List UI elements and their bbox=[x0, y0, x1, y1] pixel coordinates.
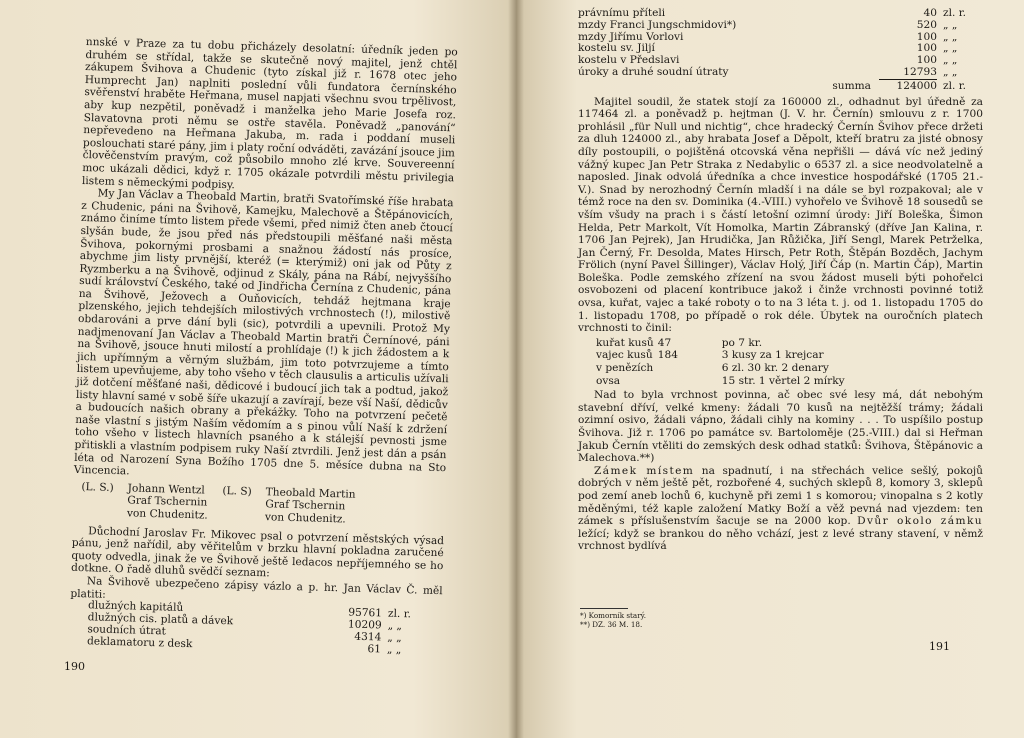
paragraph bbox=[578, 465, 983, 553]
page-number: 190 bbox=[64, 660, 85, 673]
income-item: v penězích bbox=[596, 362, 654, 375]
ledger-amount: 100 bbox=[916, 42, 937, 55]
income-row bbox=[596, 375, 849, 388]
income-row bbox=[596, 337, 849, 350]
income-value: po 7 kr. bbox=[721, 336, 763, 349]
paragraph: Majitel soudil, že statek stojí za 160000 zl., odhadnut byl úředně za 117464 zl. a poněvadž p. hejtman (J. V. hr. Černín) smlouvu z r. 1700 prohlásil „für Null und nichtig“, chce hradecký Černín Švihov přece držeti za dluh 124000 zl., aby hrabata Josef a Děpolt, kteří bratru za jisté obnosy díly postoupili, o pojištěná otcovská věna nepřišli — dává víc než jediný vážný kupec Jan Petr Straka z Nedabylic o 6537 zl. a sice neodvolatelně a naposled. Jinak odvolá úředníka a chce investice hospodářské (1705 21.-V.). Snad by nerozhodný Černín mladší i na dále se byl rozpakoval; ale v témž roce na den sv. Dominika (4.-VIII.) vyhořelo ve Švihově 18 sousedů se vším všudy na prach i s částí letošní ozimní úrody: Jiří Boleška, Šimon Helda, Petr Markolt, Vít Homolka, Martin Zábranský (dříve Jan Kalina, r. 1706 Jan Pejrek), Jan Hrudička, Jan Růžička, Jiří Sengl, Marek Petrželka, Jan Černý, Fr. Desolda, Mates Hirsch, Petr Roth, Štěpán Bozděch, Jachym Frölich (nyní Pavel Šillinger), Václav Holý, Jiří Čáp (n. Martin Čáp), Martin Boleška. Podle zemského zřízení na svou žádost museli býti pohořelci osvobozeni od placení kontribuce jakož i činže vrchnosti povinné totiž ovsa, kuřat, vajec a také roboty o to na 3 léta t. j. od 1. listopadu 1705 do 1. listopadu 1708, po případě o rok déle. Úbytek na ouročních platech vrchnosti to činil: bbox=[578, 95, 983, 335]
sum-amount: 124000 bbox=[896, 79, 937, 92]
ledger-unit: „ „ bbox=[943, 18, 958, 31]
income-qty bbox=[658, 375, 722, 388]
signature-name bbox=[127, 482, 223, 522]
footnotes bbox=[580, 612, 646, 629]
ledger-unit: „ „ bbox=[943, 42, 958, 55]
income-value: 15 str. 1 věrtel 2 mírky bbox=[721, 374, 845, 387]
paragraph-text: na spadnutí, i na střechách velice sešlý, pokojů dobrých v něm ještě pět, rozbořené 4, suchých sklepů 8, komory 3, sklepů pod zemí aneb lochů 6, kuchyně při zemi 1 s komorou; vinopalna s 2 kotly měděnými, též kaple založení Matky Boží a věž pevná nad vjezdem: ten zámek s příslušenstvím šacuje se na 2000 kop. bbox=[578, 464, 983, 528]
ledger-unit: „ „ bbox=[943, 66, 958, 79]
book-gutter bbox=[508, 0, 524, 738]
ledger-amount: 100 bbox=[916, 30, 937, 43]
ledger-label: deklamatoru z desk bbox=[86, 634, 193, 650]
ledger-label: kostelu sv. Jiljí bbox=[578, 42, 655, 55]
ledger-label: dlužných kapitálů bbox=[87, 599, 184, 615]
debt-ledger bbox=[87, 600, 428, 657]
signature-line: Johann Wentzl bbox=[127, 482, 205, 497]
income-row bbox=[596, 349, 849, 362]
ledger-label: kostelu v Předslavi bbox=[578, 54, 680, 67]
page-number: 191 bbox=[929, 640, 950, 653]
sum-label: summa bbox=[832, 79, 871, 92]
ledger-amount: 520 bbox=[916, 18, 937, 31]
ledger-unit: „ „ bbox=[387, 631, 402, 644]
ledger-unit: „ „ bbox=[386, 643, 402, 656]
footnote-rule bbox=[580, 608, 628, 609]
income-value: 3 kusy za 1 krejcar bbox=[721, 349, 824, 362]
ledger-row bbox=[578, 67, 983, 79]
paragraph: nnské v Praze za tu dobu přicházely desolatní: úředník jeden po druhém se střídal, takže se skutečně nový majitel, jenž chtěl zákupem Švihova a Chudenic (tyto získal již r. 1678 otec jeho Humprecht Jan) naplniti poslední vůli fundatora černínského svěřenství hraběte Heřmana, musel napjati všechnu svou trpělivost, aby kup nezpětil, poněvadž i manželka jeho Marie Josefa roz. Slavatovna proti němu se ostře stavěla. Poněvadž „panování“ nepřevedeno na Heřmana Jakuba, m. rada i poddaní museli poslouchati staré pány, jim i platy roční odváděti, zavázání jsouce jim člověčenstvím pravým, což působilo mnoho zlé krve. Souvereenní moc ukázali dědici, když r. 1705 okázale potvrdili městu privilegia listem s německými podpisy. bbox=[81, 36, 458, 191]
footnote: **) DZ. 36 M. 18. bbox=[580, 619, 643, 629]
income-item: kuřat kusů bbox=[596, 336, 654, 349]
ledger-unit: zl. r. bbox=[387, 607, 412, 621]
income-qty: 184 bbox=[657, 349, 678, 362]
ledger-amount: 95761 bbox=[348, 606, 383, 620]
signature-name bbox=[265, 486, 370, 527]
ledger-label: mzdy Franci Jungschmidovi*) bbox=[578, 18, 737, 31]
ledger-row bbox=[578, 20, 983, 32]
ledger-amount: 12793 bbox=[879, 67, 937, 79]
ledger-amount: 100 bbox=[916, 54, 937, 67]
ledger-unit: zl. r. bbox=[943, 7, 966, 19]
income-item: ovsa bbox=[596, 374, 621, 387]
paragraph: Nad to byla vrchnost povinna, ač obec své lesy má, dát nebohým stavební dříví, velké kmeny: žádali 70 kusů na nejtěžší trámy; žádali ozimní osivo, žádali vápno, žádali cihly na kominy . . . To uspíšilo postup Švihova. Již r. 1706 po památce sv. Bartoloměje (25.-VIII.) dal si Heřman Jakub Černín vtěliti do zemských desk odhad statků: Švihova, Štěpánovic a Malechova.**) bbox=[578, 389, 983, 465]
signature-line: Theobald Martin bbox=[265, 485, 356, 501]
income-item: vajec kusů bbox=[596, 349, 653, 362]
income-row bbox=[596, 362, 849, 375]
ledger-label: právnímu příteli bbox=[578, 7, 666, 19]
signature-line: Graf Tschernin bbox=[265, 498, 346, 513]
signature-block bbox=[81, 481, 370, 527]
spaced-heading: Zámek místem bbox=[594, 464, 695, 477]
footnote: *) Komorník starý. bbox=[580, 611, 647, 620]
ledger-label: dlužných cis. platů a dávek bbox=[87, 611, 234, 628]
seal-mark: (L. S) bbox=[222, 484, 252, 498]
signature-line: von Chudenitz. bbox=[126, 507, 208, 522]
income-qty: 47 bbox=[657, 336, 672, 349]
ledger-label: soudních útrat bbox=[87, 622, 167, 638]
paragraph: My Jan Václav a Theobald Martin, bratři Svatořímské říše hrabata z Chudenic, páni na Švihově, Kamejku, Malechově a Štěpánovicích, známo činíme tímto listem přede všemi, před nimiž čten aneb čtoucí slyšán bude, že jsou před nás předstoupili měšťané naši města Švihova, pokornými prosbami a snažnou žádostí nás prosíce, abychme jim listy prvnější, kteréž (= kterýmiž) oni jak od Půty z Ryzmberku a na Švihově, odjinud z Skály, pána na Rábí, nejvyššího sudí království Českého, také od Jindřicha Černína z Chudenic, pána na Švihově, Ježovech a Ouňovicích, tehdáž hejtmana kraje plzenského, jejich tehdejších milostivých vrchnostech (!), milostivě obdarováni a prve dání byli (sic), potvrdili a upevnili. Protož My nadjmenovaní Jan Václav a Theobald Martin bratři Černínové, páni na Švihově, jsouce hnuti milostí a prohlídaje (!) k jich žádostem a k jich upřímným a věrným službám, jim toto potvrzujeme a tímto listem upevňujeme, aby toho všeho v těch clausulis a articulis užívali již dotčení měšťané naši, dědicové i budoucí jich tak a podtud, jakož listy hlavní samé v sobě šíře ukazují a zavírají, beze vší Naší, dědicův a budoucích našich obrany a překážky. Toho na potvrzení pečetě naše vlastní s jistým Naším vědomím a s pinou vůlí Naší k zdržení toho všeho v listech hlavních psaného a k stálejší pevnosti jsme přitiskli a vlastním podpisem ruky Naší ztvrdili. Jenž jest dán a psán léta od Narození Syna Božího 1705 dne 5. měsíce dubna na Sto Vincencia. bbox=[73, 187, 454, 478]
ledger-label: úroky a druhé soudní útraty bbox=[578, 66, 729, 79]
paragraph: Důchodní Jaroslav Fr. Mikovec psal o potvrzení městských výsad pánu, jenž nařídil, aby věřitelům v brzku hlavní pokladna zaručené quoty odvedla, jinak že ve Švihově ještě ledacos nepříjemného se ho dotkne. O řadě dluhů svědčí seznam: bbox=[70, 524, 445, 580]
ledger-unit: „ „ bbox=[943, 54, 958, 67]
right-text-column bbox=[578, 8, 983, 553]
income-loss-list bbox=[596, 337, 849, 387]
signature-line: von Chudenitz. bbox=[264, 511, 346, 526]
spaced-heading: Dvůr okolo zámku bbox=[857, 515, 983, 528]
ledger-sum-row bbox=[578, 79, 983, 92]
sum-unit: zl. r. bbox=[943, 79, 966, 92]
ledger-label: mzdy Jiřímu Vorlovi bbox=[578, 30, 684, 43]
ledger-amount: 61 bbox=[367, 642, 382, 655]
income-qty bbox=[658, 362, 722, 375]
debt-ledger bbox=[578, 8, 983, 93]
left-text-column bbox=[69, 36, 458, 657]
ledger-unit: „ „ bbox=[387, 619, 403, 632]
income-value: 6 zl. 30 kr. 2 denary bbox=[721, 362, 829, 375]
paragraph: Na Švihově ubezpečeno zápisy vázlo a p. hr. Jan Václav Č. měl platiti: bbox=[70, 575, 443, 601]
signature-line: Graf Tschernin bbox=[127, 494, 208, 509]
ledger-amount: 10209 bbox=[347, 618, 382, 632]
ledger-unit: „ „ bbox=[943, 30, 958, 43]
paragraph-text: ležící; když se brankou do něho vchází, jest z levé strany stavení, v němž vrchnost bydlívá bbox=[578, 527, 983, 553]
seal-mark: (L. S.) bbox=[81, 480, 114, 494]
ledger-amount: 40 bbox=[923, 7, 937, 19]
ledger-amount: 4314 bbox=[354, 630, 382, 644]
